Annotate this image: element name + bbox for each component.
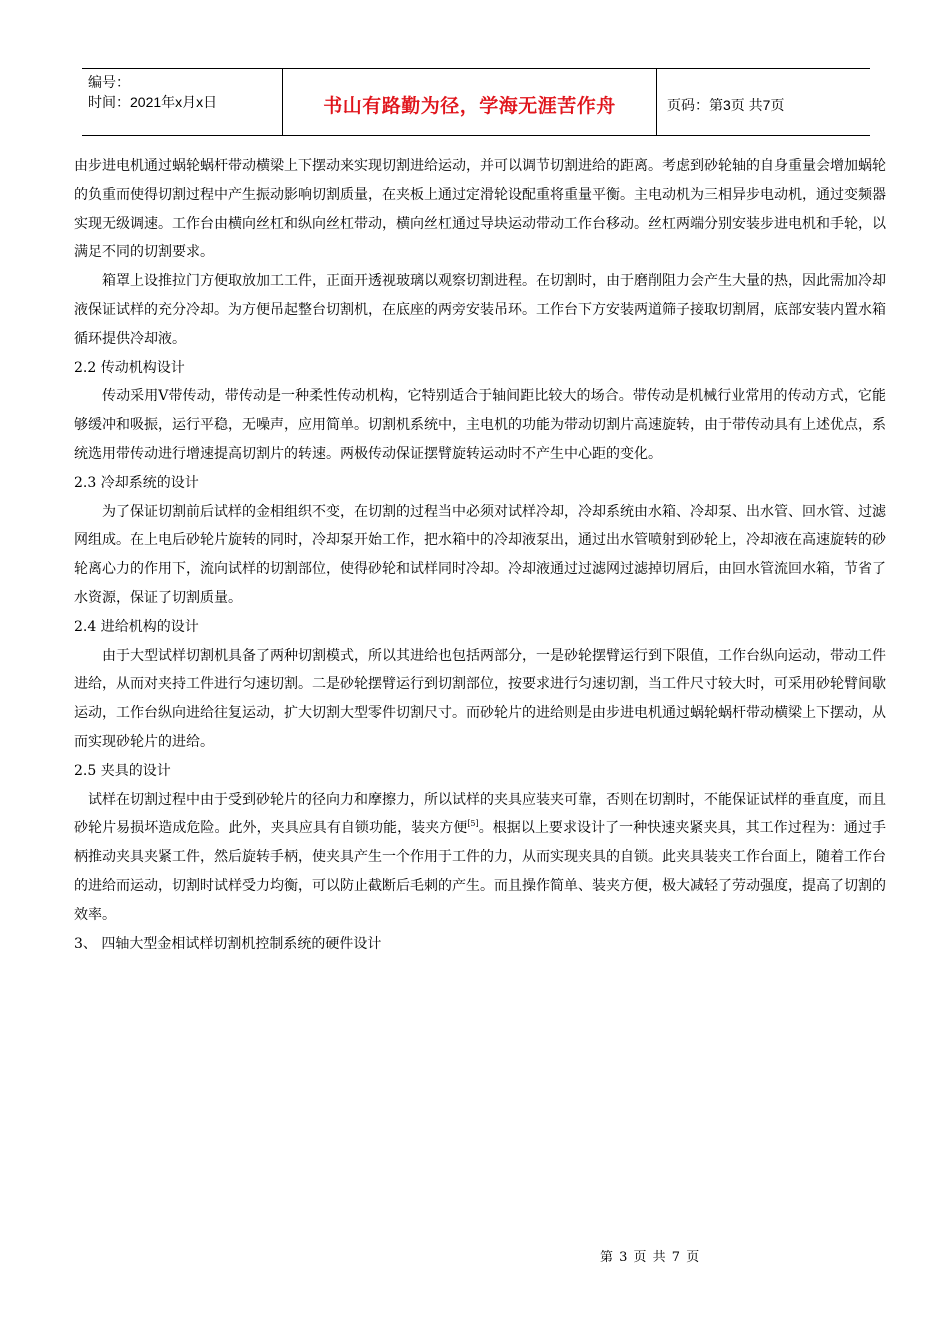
- document-body: [74, 152, 886, 958]
- paragraph: 传动采用V带传动，带传动是一种柔性传动机构，它特别适合于轴间距比较大的场合。带传动是机械行业常用的传动方式，它能够缓冲和吸振，运行平稳，无噪声，应用简单。切割机系统中，主电机的功能为带动切割片高速旋转，由于带传动具有上述优点，系统选用带传动进行增速提高切割片的转速。两极传动保证摆臂旋转运动时不产生中心距的变化。: [74, 388, 886, 462]
- paragraph: 箱罩上设推拉门方便取放加工工件，正面开透视玻璃以观察切割进程。在切割时，由于磨削阻力会产生大量的热，因此需加冷却液保证试样的充分冷却。为方便吊起整台切割机，在底座的两旁安装吊环。工作台下方安装两道筛子接取切割屑，底部安装内置水箱循环提供冷却液。: [74, 273, 886, 347]
- section-heading-2-5: 2.5 夹具的设计: [74, 762, 171, 779]
- section-heading-2-4: 2.4 进给机构的设计: [74, 618, 199, 635]
- paragraph: 由步进电机通过蜗轮蜗杆带动横梁上下摆动来实现切割进给运动，并可以调节切割进给的距离。考虑到砂轮轴的自身重量会增加蜗轮的负重而使得切割过程中产生振动影响切割质量，在夹板上通过定滑轮设配重将重量平衡。主电动机为三相异步电动机，通过变频器实现无级调速。工作台由横向丝杠和纵向丝杠带动，横向丝杠通过导块运动带动工作台移动。丝杠两端分别安装步进电机和手轮，以满足不同的切割要求。: [74, 158, 886, 261]
- section-heading-2-3: 2.3 冷却系统的设计: [74, 474, 199, 491]
- paragraph: [74, 786, 886, 930]
- section-heading-3: 3、 四轴大型金相试样切割机控制系统的硬件设计: [74, 935, 382, 952]
- motto-text: 书山有路勤为径，学海无涯苦作舟: [323, 94, 616, 117]
- section-heading-2-2: 2.2 传动机构设计: [74, 359, 185, 376]
- date-label: 时间：2021年x月x日: [88, 94, 218, 110]
- page-footer: 第 3 页 共 7 页: [600, 1250, 701, 1265]
- header-page-cell: [657, 69, 870, 135]
- page-header: [82, 68, 870, 136]
- header-motto-cell: [282, 69, 657, 135]
- citation-ref: [5]: [467, 819, 479, 829]
- paragraph-part: 试样在切割过程中由于受到砂轮片的径向力和摩擦力，所以试样的夹具应装夹可靠，否则在切割时，不能保证试样的垂直度，而且砂轮片易损坏造成危险。此外，夹具应具有自锁功能，装夹方便: [74, 791, 886, 837]
- header-info-cell: [82, 69, 282, 135]
- paragraph: 由于大型试样切割机具备了两种切割模式，所以其进给也包括两部分，一是砂轮摆臂运行到下限值，工作台纵向运动，带动工件进给，从而对夹持工件进行匀速切割。二是砂轮摆臂运行到切割部位，按要求进行匀速切割，当工件尺寸较大时，可采用砂轮臂间歇运动，工作台纵向进给往复运动，扩大切割大型零件切割尺寸。而砂轮片的进给则是由步进电机通过蜗轮蜗杆带动横梁上下摆动，从而实现砂轮片的进给。: [74, 647, 886, 750]
- paragraph-part: 。根据以上要求设计了一种快速夹紧夹具，其工作过程为：通过手柄推动夹具夹紧工件，然后旋转手柄，使夹具产生一个作用于工件的力，从而实现夹具的自锁。此夹具装夹工作台面上，随着工作台的进给而运动，切割时试样受力均衡，可以防止截断后毛刺的产生。而且操作简单、装夹方便，极大减轻了劳动强度，提高了切割的效率。: [74, 820, 887, 923]
- paragraph: 为了保证切割前后试样的金相组织不变，在切割的过程当中必须对试样冷却，冷却系统由水箱、冷却泵、出水管、回水管、过滤网组成。在上电后砂轮片旋转的同时，冷却泵开始工作，把水箱中的冷却液泵出，通过出水管喷射到砂轮上，冷却液在高速旋转的砂轮离心力的作用下，流向试样的切割部位，使得砂轮和试样同时冷却。冷却液通过过滤网过滤掉切屑后，由回水管流回水箱，节省了水资源，保证了切割质量。: [74, 503, 886, 606]
- page-code: 页码：第3页 共7页: [667, 97, 785, 113]
- number-label: 编号：: [88, 74, 130, 90]
